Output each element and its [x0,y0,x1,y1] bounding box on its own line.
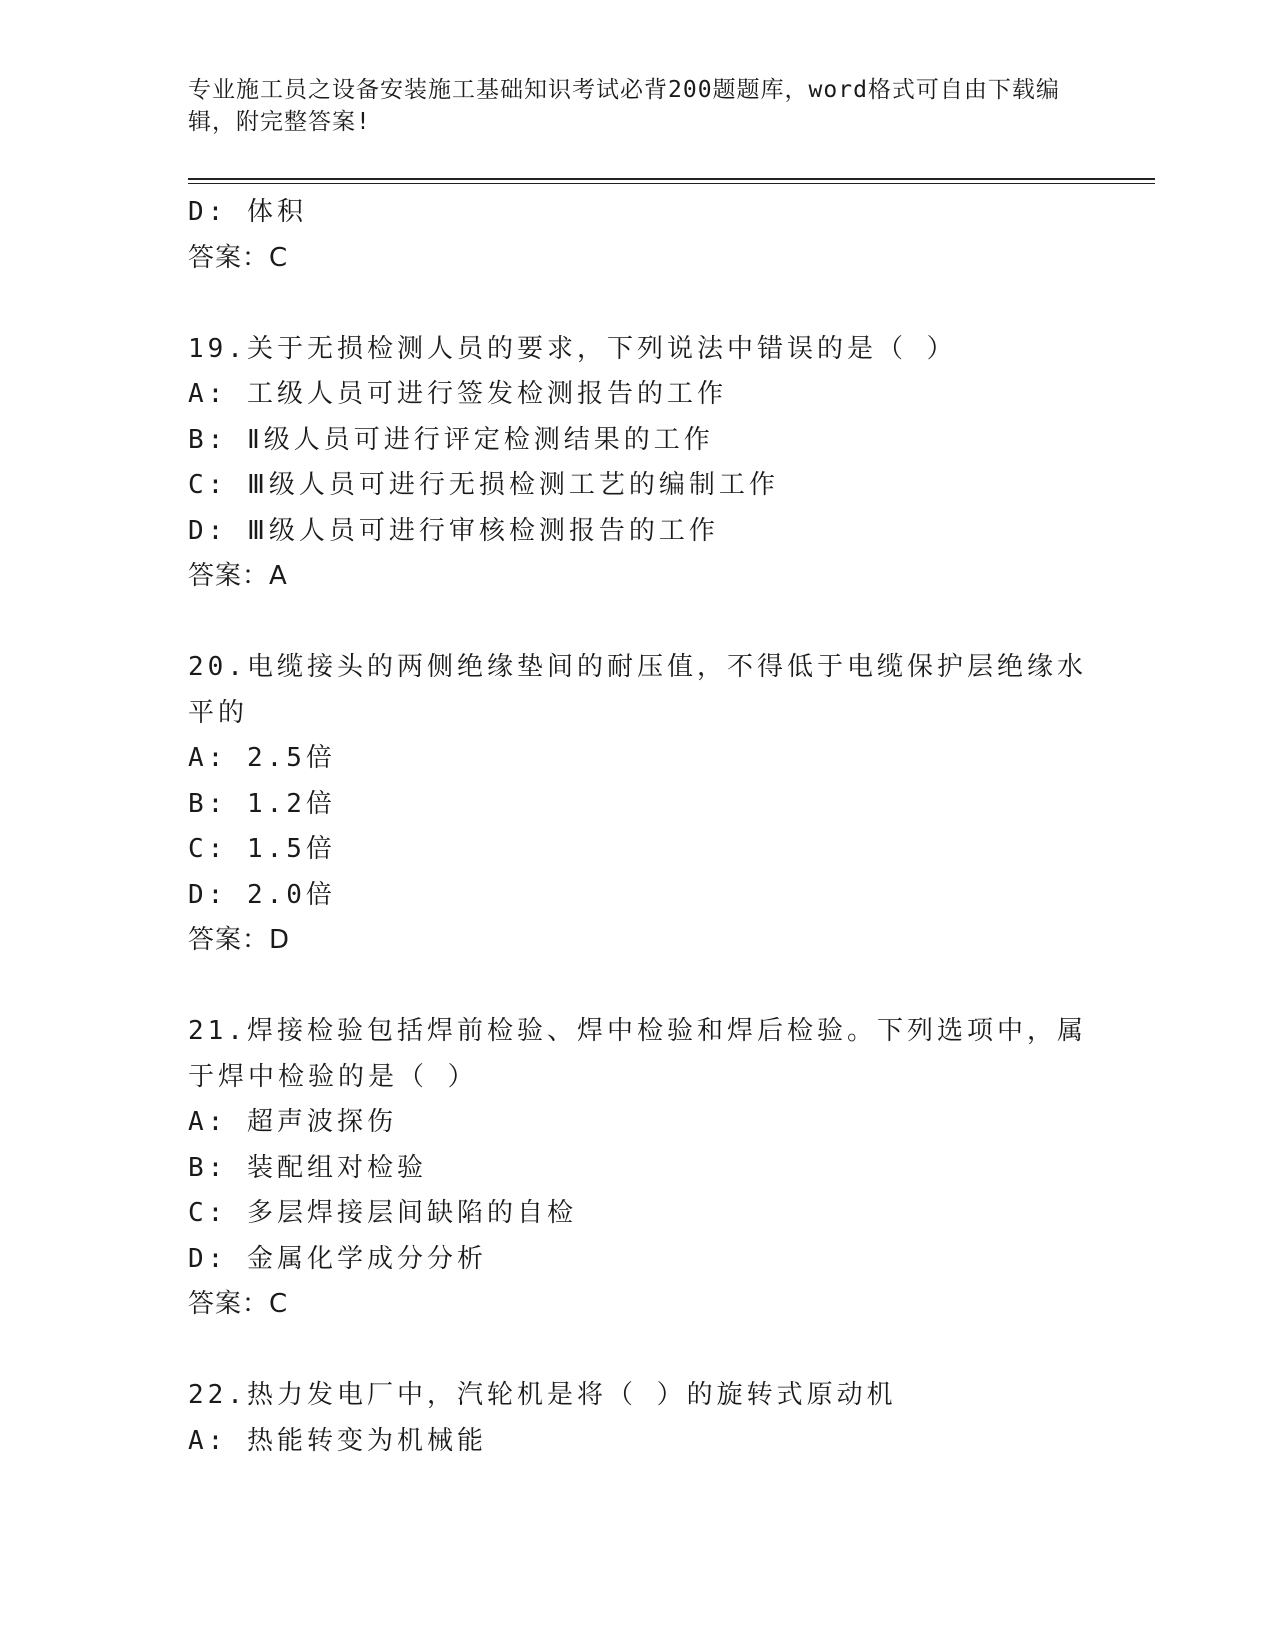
document-header [188,74,1088,138]
question-list [188,190,1088,1464]
previous-question-tail [188,190,1088,281]
option-a: A: 2.5倍 [188,743,336,773]
question-stem: 19.关于无损检测人员的要求，下列说法中错误的是（ ） [188,333,957,364]
answer: 答案：C [188,242,289,273]
option-a: A: 超声波探伤 [188,1107,397,1137]
option-c: C: 1.5倍 [188,834,336,864]
question-20 [188,645,1088,964]
option-c: C: Ⅲ级人员可进行无损检测工艺的编制工作 [188,470,779,500]
document-title: 专业施工员之设备安装施工基础知识考试必背200题题库，word格式可自由下载编辑，附完整答案! [188,77,1060,135]
option-d: D: 体积 [188,197,307,227]
question-22 [188,1373,1088,1464]
option-d: D: Ⅲ级人员可进行审核检测报告的工作 [188,515,719,546]
option-b: B: Ⅱ级人员可进行评定检测结果的工作 [188,424,714,455]
option-c: C: 多层焊接层间缺陷的自检 [188,1198,577,1228]
answer: 答案：A [188,561,288,591]
option-a: A: 工级人员可进行签发检测报告的工作 [188,379,727,409]
question-stem: 21.焊接检验包括焊前检验、焊中检验和焊后检验。下列选项中，属于焊中检验的是（ ） [188,1016,1087,1092]
question-stem: 20.电缆接头的两侧绝缘垫间的耐压值，不得低于电缆保护层绝缘水平的 [188,652,1087,728]
option-d: D: 2.0倍 [188,879,336,910]
question-19 [188,327,1088,600]
header-divider-thin [188,183,1155,184]
question-stem: 22.热力发电厂中，汽轮机是将（ ）的旋转式原动机 [188,1380,897,1410]
option-b: B: 1.2倍 [188,788,336,819]
question-21 [188,1009,1088,1328]
answer: 答案：C [188,1289,289,1319]
header-divider-thick [188,178,1155,180]
option-b: B: 装配组对检验 [188,1152,427,1183]
option-d: D: 金属化学成分分析 [188,1243,487,1274]
answer: 答案：D [188,925,291,955]
option-a: A: 热能转变为机械能 [188,1425,487,1456]
